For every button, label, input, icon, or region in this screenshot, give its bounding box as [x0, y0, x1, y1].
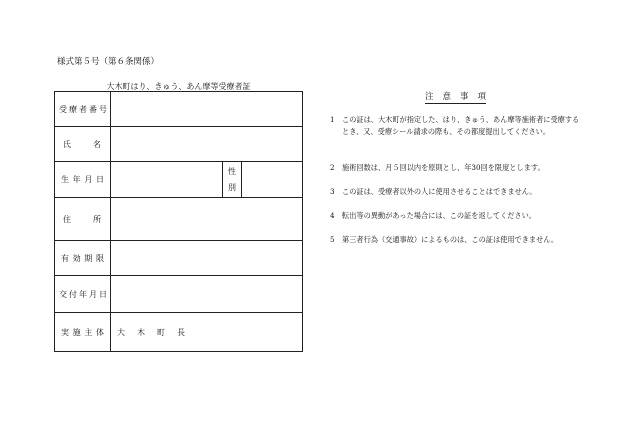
note-text: 第三者行為（交通事故）によるものは、この証は使用できません。 — [342, 235, 559, 244]
note-item-3 — [330, 186, 580, 198]
note-text: この証は、受療者以外の人に使用させることはできません。 — [342, 187, 537, 196]
note-number: 2 — [330, 163, 335, 172]
row-value-birthdate — [111, 162, 220, 197]
note-text: この証は、大木町が指定した、はり、きゅう、あん摩等施術者に受療するとき、又、受療シール請求の際も、その都度提出してください。 — [342, 115, 580, 136]
row-value-recipient-number — [111, 92, 302, 126]
row-label-recipient-number: 受 療 者 番 号 — [55, 92, 111, 126]
row-address — [55, 198, 302, 241]
note-item-5 — [330, 234, 580, 246]
note-number: 1 — [330, 115, 335, 124]
note-item-2 — [330, 162, 580, 174]
row-label-name: 氏 名 — [55, 127, 111, 161]
row-label-address: 住 所 — [55, 198, 111, 240]
note-item-4 — [330, 210, 580, 222]
row-value-name — [111, 127, 302, 161]
note-number: 5 — [330, 235, 335, 244]
gender-label-cell: 性 別 — [222, 162, 242, 197]
card-title: 大木町はり、きゅう、あん摩等受療者証 — [106, 82, 251, 91]
row-label-valid-until: 有 効 期 限 — [55, 241, 111, 275]
row-label-administrator: 実 施 主 体 — [55, 313, 111, 351]
row-administrator — [55, 313, 302, 351]
row-label-birthdate: 生 年 月 日 — [55, 162, 111, 197]
note-text: 施術回数は、月５回以内を原則とし、年30回を限度とします。 — [342, 163, 545, 172]
form-number: 様式第５号（第６条関係） — [57, 57, 160, 67]
row-value-administrator: 大 木 町 長 — [117, 327, 185, 337]
row-valid-until — [55, 241, 302, 276]
row-value-valid-until — [111, 241, 302, 275]
row-recipient-number — [55, 92, 302, 127]
row-name — [55, 127, 302, 162]
row-value-address — [111, 198, 302, 240]
row-birthdate — [55, 162, 302, 198]
note-text: 転出等の異動があった場合には、この証を返してください。 — [342, 211, 536, 220]
notes-heading: 注 意 事 項 — [425, 92, 487, 102]
note-number: 3 — [330, 187, 335, 196]
row-issue-date — [55, 276, 302, 313]
recipient-card — [54, 91, 303, 352]
note-number: 4 — [330, 211, 335, 220]
row-label-issue-date: 交 付 年 月 日 — [55, 276, 111, 312]
note-item-1 — [330, 114, 580, 137]
row-value-issue-date — [111, 276, 302, 312]
